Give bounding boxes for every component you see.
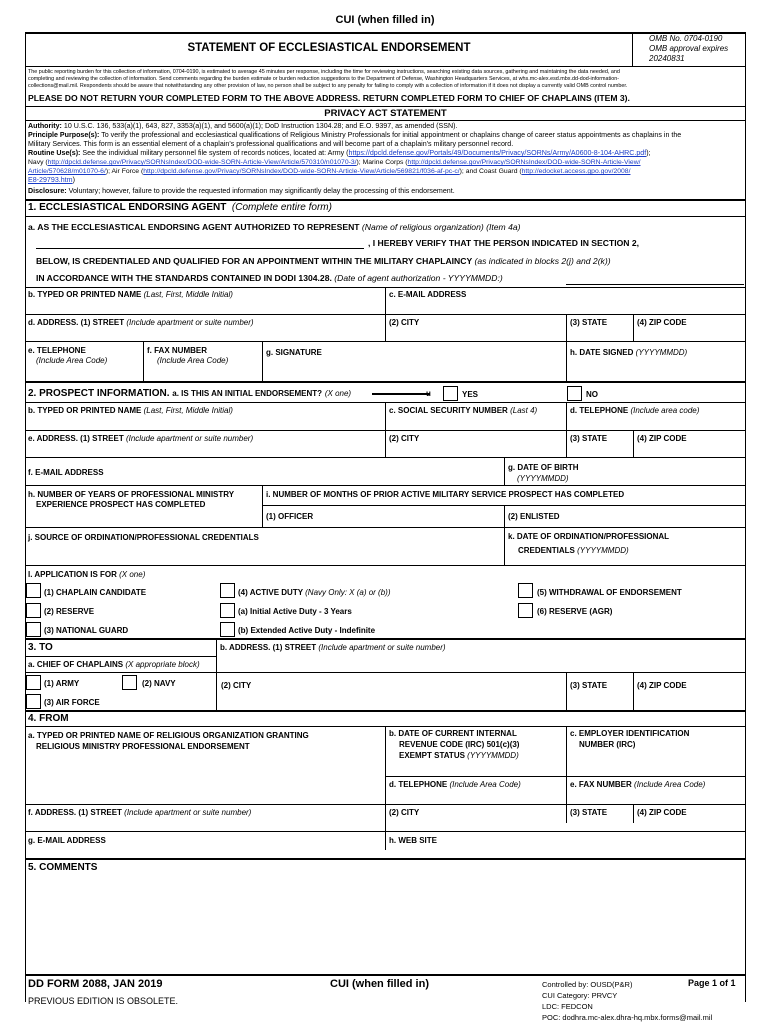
privacy-routine: Routine Use(s): See the individual military personnel file system of records notices, located at: Army (https://dpcld.defense.gov/Portals/49/Documents/Privacy/SORNs/Army/A0600-8-104-AHRC.pdf); <box>28 149 651 157</box>
s4f2-label: (2) CITY <box>389 808 420 817</box>
controlled-by: Controlled by: OUSD(P&R) <box>542 980 633 989</box>
s4b-label-2: REVENUE CODE (IRC) 501(c)(3) <box>399 740 520 749</box>
extended-active-duty-checkbox[interactable] <box>220 622 235 637</box>
s2g-label: g. DATE OF BIRTH <box>508 463 579 472</box>
agent-authorization-date-input[interactable] <box>566 284 744 285</box>
no-label: NO <box>586 390 598 399</box>
s2e2-label: (2) CITY <box>389 434 420 443</box>
s4e-label: e. FAX NUMBER (Include Area Code) <box>570 780 706 789</box>
s2l-label: l. APPLICATION IS FOR (X one) <box>28 570 146 579</box>
s4f3-label: (3) STATE <box>570 808 608 817</box>
s1d-label: d. ADDRESS. (1) STREET (Include apartment or suite number) <box>28 318 254 327</box>
s4d-label: d. TELEPHONE (Include Area Code) <box>389 780 521 789</box>
s2e-label: e. ADDRESS. (1) STREET (Include apartment or suite number) <box>28 434 254 443</box>
s1b-label: b. TYPED OR PRINTED NAME (Last, First, Middle Initial) <box>28 290 233 299</box>
initial-endorsement-no-checkbox[interactable] <box>567 386 582 401</box>
section-4-title: 4. FROM <box>28 713 69 724</box>
s2g-note: (YYYYMMDD) <box>517 474 569 483</box>
national-guard-checkbox[interactable] <box>26 622 41 637</box>
navy-label: (2) NAVY <box>142 679 176 688</box>
active-duty-checkbox[interactable] <box>220 583 235 598</box>
s4a-label-1: a. TYPED OR PRINTED NAME OF RELIGIOUS ORGANIZATION GRANTING <box>28 731 309 740</box>
s1f-note: (Include Area Code) <box>157 356 229 365</box>
s3b2-label: (2) CITY <box>221 681 252 690</box>
s1-below-text: BELOW, IS CREDENTIALED AND QUALIFIED FOR AN APPOINTMENT WITHIN THE MILITARY CHAPLAINCY (as indicated in blocks 2(j) and 2(k)) <box>36 256 611 266</box>
s2h-label-2: EXPERIENCE PROSPECT HAS COMPLETED <box>36 500 206 509</box>
initial-endorsement-yes-checkbox[interactable] <box>443 386 458 401</box>
s1e-label: e. TELEPHONE <box>28 346 86 355</box>
reserve-agr-checkbox[interactable] <box>518 603 533 618</box>
privacy-authority: Authority: 10 U.S.C. 136, 533(a)(1), 643, 827, 3353(a)(1), and 5600(a)(1); DoD Instruction 1304.28; and E.O. 9397, as amended (SSN). <box>28 122 458 130</box>
ldc: LDC: FEDCON <box>542 1002 593 1011</box>
s4c-label-2: NUMBER (IRC) <box>579 740 636 749</box>
s4h-label: h. WEB SITE <box>389 836 437 845</box>
link-coastguard-sorn[interactable]: http://edocket.access.gpo.gov/2008/ <box>521 168 631 175</box>
s2d-label: d. TELEPHONE (Include area code) <box>570 406 700 415</box>
page-number: Page 1 of 1 <box>688 978 736 988</box>
comments-textarea[interactable] <box>27 876 744 972</box>
army-checkbox[interactable] <box>26 675 41 690</box>
omb-expires: OMB approval expires <box>649 44 729 53</box>
s1c-label: c. E-MAIL ADDRESS <box>389 290 467 299</box>
section-3-title: 3. TO <box>28 642 53 653</box>
s1d2-label: (2) CITY <box>389 318 420 327</box>
opt1-label: (1) CHAPLAIN CANDIDATE <box>44 588 147 597</box>
section-1-title: 1. ECCLESIASTICAL ENDORSING AGENT (Complete entire form) <box>28 202 332 213</box>
privacy-purpose-2: Military Services. This form is an essential element of a chaplain's professional qualifications and will become part of a chaplain's military personnel record. <box>28 140 514 148</box>
s2f-label: f. E-MAIL ADDRESS <box>28 468 104 477</box>
opt3-label: (3) NATIONAL GUARD <box>44 626 129 635</box>
burden-line-2: completing and reviewing the collection of information. Send comments regarding the burden estimate or burden reduction suggestions to the Department of Defense, Washington Headquarters Services, at whs.mc-alex.esd.mbx.dd-dod-information- <box>28 76 619 82</box>
opt5-label: (5) WITHDRAWAL OF ENDORSEMENT <box>537 588 682 597</box>
s4f4-label: (4) ZIP CODE <box>637 808 687 817</box>
opt6-label: (6) RESERVE (AGR) <box>537 607 613 616</box>
opt2-label: (2) RESERVE <box>44 607 95 616</box>
privacy-purpose: Principle Purpose(s): To verify the professional and ecclesiastical qualifications of Religious Ministry Professionals for initial appointment or chaplains change of career status appointments as chaplains in the <box>28 131 682 139</box>
chaplain-candidate-checkbox[interactable] <box>26 583 41 598</box>
s2b-label: b. TYPED OR PRINTED NAME (Last, First, Middle Initial) <box>28 406 233 415</box>
s2e3-label: (3) STATE <box>570 434 608 443</box>
poc: POC: dodhra.mc-alex.dhra-hq.mbx.forms@mail.mil <box>542 1013 713 1022</box>
privacy-airforce: Article/570628/m01070-6/); Air Force (http://dpcld.defense.gov/Privacy/SORNsIndex/DOD-wide-SORN-Article-View/Article/569821/f036-af-pc-c/); and Coast Guard (http://edocket.access.gpo.gov/2008/ <box>28 168 631 175</box>
form-title: STATEMENT OF ECCLESIASTICAL ENDORSEMENT <box>187 42 471 54</box>
s2j-label: j. SOURCE OF ORDINATION/PROFESSIONAL CREDENTIALS <box>28 533 259 542</box>
s1-accordance-text: IN ACCORDANCE WITH THE STANDARDS CONTAINED IN DODI 1304.28. (Date of agent authorization - YYYYMMDD:) <box>36 273 503 283</box>
s3b3-label: (3) STATE <box>570 681 608 690</box>
opt4b-label: (b) Extended Active Duty - Indefinite <box>238 626 376 635</box>
s1e-note: (Include Area Code) <box>36 356 108 365</box>
religious-organization-input[interactable] <box>36 248 364 249</box>
army-label: (1) ARMY <box>44 679 80 688</box>
privacy-coastguard: E8-29793.htm) <box>28 176 75 184</box>
s4f-label: f. ADDRESS. (1) STREET (Include apartment or suite number) <box>28 808 252 817</box>
s4c-label-1: c. EMPLOYER IDENTIFICATION <box>570 729 690 738</box>
omb-date: 20240831 <box>649 54 685 63</box>
s2i2-label: (2) ENLISTED <box>508 512 560 521</box>
link-army-sorn[interactable]: https://dpcld.defense.gov/Portals/49/Documents/Privacy/SORNs/Army/A0600-8-104-AHRC.pdf <box>348 149 647 157</box>
link-navy-sorn[interactable]: http://dpcld.defense.gov/Privacy/SORNsIndex/DOD-wide-SORN-Article-View/Article/570310/n01070-3/ <box>47 159 357 166</box>
air-force-label: (3) AIR FORCE <box>44 698 100 707</box>
s4b-label-3: EXEMPT STATUS (YYYYMMDD) <box>399 751 519 760</box>
s1a-label: a. AS THE ECCLESIASTICAL ENDORSING AGENT AUTHORIZED TO REPRESENT (Name of religious organization) (Item 4a) <box>28 222 521 232</box>
s1-verify-text: , I HEREBY VERIFY THAT THE PERSON INDICATED IN SECTION 2, <box>368 238 640 248</box>
s2i1-label: (1) OFFICER <box>266 512 314 521</box>
s2c-label: c. SOCIAL SECURITY NUMBER (Last 4) <box>389 406 538 415</box>
s3b-label: b. ADDRESS. (1) STREET (Include apartment or suite number) <box>220 643 446 652</box>
previous-edition: PREVIOUS EDITION IS OBSOLETE. <box>28 996 179 1006</box>
s4a-label-2: RELIGIOUS MINISTRY PROFESSIONAL ENDORSEMENT <box>36 742 250 751</box>
s2k-label-1: k. DATE OF ORDINATION/PROFESSIONAL <box>508 532 670 541</box>
section-2-title: 2. PROSPECT INFORMATION. a. IS THIS AN INITIAL ENDORSEMENT? (X one) <box>28 388 352 399</box>
privacy-navy: Navy (http://dpcld.defense.gov/Privacy/SORNsIndex/DOD-wide-SORN-Article-View/Article/570310/n01070-3/); Marine Corps (http://dpcld.defense.gov/Privacy/SORNsIndex/DOD-wide-SORN-Article-View/ <box>28 159 641 166</box>
s1d4-label: (4) ZIP CODE <box>637 318 687 327</box>
link-airforce-sorn[interactable]: http://dpcld.defense.gov/Privacy/SORNsIndex/DOD-wide-SORN-Article-View/Article/569821/f036-af-pc-c/ <box>143 168 460 175</box>
opt4a-label: (a) Initial Active Duty - 3 Years <box>238 607 352 616</box>
omb-number: OMB No. 0704-0190 <box>649 34 723 43</box>
s2h-label-1: h. NUMBER OF YEARS OF PROFESSIONAL MINISTRY <box>28 490 235 499</box>
cui-category: CUI Category: PRVCY <box>542 991 618 1000</box>
agent-email-input[interactable] <box>387 300 744 314</box>
withdrawal-checkbox[interactable] <box>518 583 533 598</box>
s1f-label: f. FAX NUMBER <box>147 346 207 355</box>
s2k-label-2: CREDENTIALS (YYYYMMDD) <box>518 546 629 555</box>
s4b-label-1: b. DATE OF CURRENT INTERNAL <box>389 729 517 738</box>
section-5-title: 5. COMMENTS <box>28 862 98 873</box>
do-not-return-notice: PLEASE DO NOT RETURN YOUR COMPLETED FORM TO THE ABOVE ADDRESS. RETURN COMPLETED FORM TO CHIEF OF CHAPLAINS (ITEM 3). <box>28 93 630 103</box>
agent-name-input[interactable] <box>26 300 384 314</box>
link-marine-sorn[interactable]: http://dpcld.defense.gov/Privacy/SORNsIndex/DOD-wide-SORN-Article-View/ <box>407 159 641 166</box>
form-id: DD FORM 2088, JAN 2019 <box>28 978 163 990</box>
opt4-label: (4) ACTIVE DUTY (Navy Only: X (a) or (b)) <box>238 588 391 597</box>
s4g-label: g. E-MAIL ADDRESS <box>28 836 106 845</box>
privacy-title: PRIVACY ACT STATEMENT <box>324 108 447 119</box>
s1g-label: g. SIGNATURE <box>266 348 322 357</box>
link-marine-sorn-2[interactable]: Article/570628/m01070-6/ <box>28 168 106 175</box>
burden-line-3: collections@mail.mil. Respondents should be aware that notwithstanding any other provision of law, no person shall be subject to any penalty for failing to comply with a collection of information if it does not display a currently valid OMB control number. <box>28 83 628 89</box>
air-force-checkbox[interactable] <box>26 694 41 709</box>
cui-marking-top: CUI (when filled in) <box>335 14 435 26</box>
navy-checkbox[interactable] <box>122 675 137 690</box>
cui-marking-bottom: CUI (when filled in) <box>330 978 429 990</box>
burden-line-1: The public reporting burden for this collection of information, 0704-0190, is estimated to average 45 minutes per response, including the time for reviewing instructions, searching existing data sources, gathering and maintaining the data needed, and <box>28 69 620 75</box>
s2i-label: i. NUMBER OF MONTHS OF PRIOR ACTIVE MILITARY SERVICE PROSPECT HAS COMPLETED <box>266 490 625 499</box>
s3a-label: a. CHIEF OF CHAPLAINS (X appropriate block) <box>28 660 200 669</box>
initial-active-duty-checkbox[interactable] <box>220 603 235 618</box>
s1h-label: h. DATE SIGNED (YYYYMMDD) <box>570 348 688 357</box>
s2e4-label: (4) ZIP CODE <box>637 434 687 443</box>
privacy-disclosure: Disclosure: Voluntary; however, failure to provide the requested information may significantly delay the processing of this endorsement. <box>28 187 455 195</box>
s3b4-label: (4) ZIP CODE <box>637 681 687 690</box>
s1d3-label: (3) STATE <box>570 318 608 327</box>
link-coastguard-sorn-2[interactable]: E8-29793.htm <box>28 176 73 184</box>
yes-label: YES <box>462 390 479 399</box>
reserve-checkbox[interactable] <box>26 603 41 618</box>
